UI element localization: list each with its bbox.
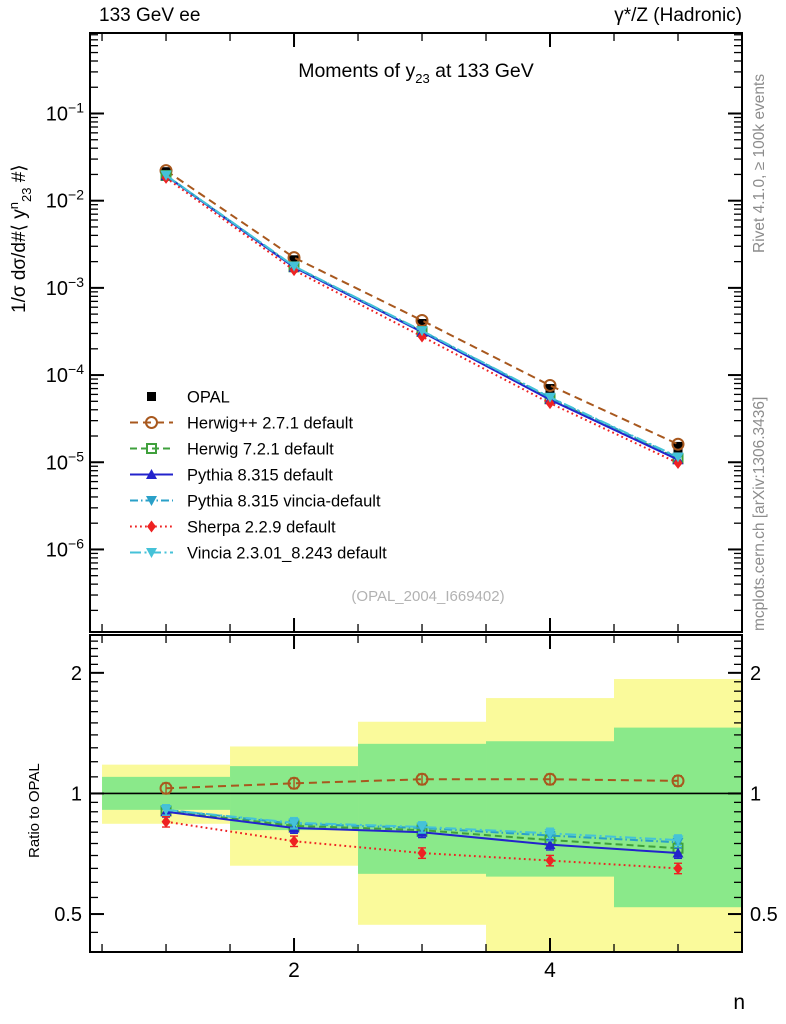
series-opal <box>162 167 683 452</box>
main-y-tick-label: $10^{-5}$ <box>45 448 84 475</box>
y-axis-label-subscript: 23 <box>19 187 34 203</box>
main-y-tick-label: $10^{-1}$ <box>45 99 84 126</box>
mcplots-reference-note: mcplots.cern.ch [arXiv:1306.3436] <box>751 396 768 631</box>
marker-square <box>147 392 156 401</box>
x-axis-label: n <box>733 991 745 1014</box>
ratio-y-tick-label: 0.5 <box>750 904 778 927</box>
ratio-y-tick-label: 2 <box>750 662 762 685</box>
legend-label: Herwig++ 2.7.1 default <box>187 414 354 433</box>
legend-item-pythia-8-315-default <box>130 467 333 485</box>
legend-item-pythia-8-315-vincia-default <box>130 493 381 511</box>
x-tick-label: 4 <box>544 959 556 982</box>
legend <box>130 389 387 563</box>
plot-title-text: Moments of y <box>298 60 416 82</box>
ratio-y-tick-label: 1 <box>750 783 762 806</box>
marker-diamond <box>147 521 156 533</box>
plot-title <box>90 60 742 86</box>
series-line-main <box>166 171 678 445</box>
legend-label: OPAL <box>187 388 230 407</box>
ratio-y-axis-label: Ratio to OPAL <box>26 763 43 858</box>
main-panel-frame <box>90 33 742 632</box>
header-process: γ*/Z (Hadronic) <box>614 5 742 26</box>
legend-label: Pythia 8.315 default <box>187 466 333 485</box>
ratio-y-tick-label: 0.5 <box>54 904 82 927</box>
legend-item-herwig-2-7-1-default <box>130 415 353 433</box>
legend-label: Herwig 7.2.1 default <box>187 440 334 459</box>
legend-label: Sherpa 2.2.9 default <box>187 518 336 537</box>
main-y-axis-label: 1/σ dσ/d#⟨ $y^n_{23}$ #⟩ <box>6 164 34 313</box>
legend-label: Vincia 2.3.01_8.243 default <box>187 544 387 563</box>
header-beam-energy: 133 GeV ee <box>99 5 201 26</box>
plot-title-subscript: 23 <box>415 71 430 86</box>
main-y-tick-label: $10^{-3}$ <box>45 273 84 300</box>
legend-item-sherpa-2-2-9-default <box>130 519 336 537</box>
ratio-y-tick-label: 1 <box>70 783 82 806</box>
legend-label: Pythia 8.315 vincia-default <box>187 492 381 511</box>
legend-item-herwig-7-2-1-default <box>130 441 334 459</box>
x-tick-label: 2 <box>288 959 300 982</box>
legend-item-vincia-2-3-01-8-243-default <box>130 545 387 563</box>
main-y-tick-label: $10^{-6}$ <box>45 535 84 562</box>
main-y-tick-label: $10^{-4}$ <box>45 361 84 388</box>
legend-item-opal <box>147 389 230 407</box>
ratio-y-tick-label: 2 <box>70 662 82 685</box>
band-green <box>614 728 742 908</box>
main-y-tick-label: $10^{-2}$ <box>45 186 84 213</box>
analysis-id-watermark: (OPAL_2004_I669402) <box>351 588 505 605</box>
plot-title-suffix: at 133 GeV <box>429 60 534 82</box>
rivet-version-note: Rivet 4.1.0, ≥ 100k events <box>751 73 768 253</box>
y-axis-label-superscript: n <box>6 202 21 210</box>
